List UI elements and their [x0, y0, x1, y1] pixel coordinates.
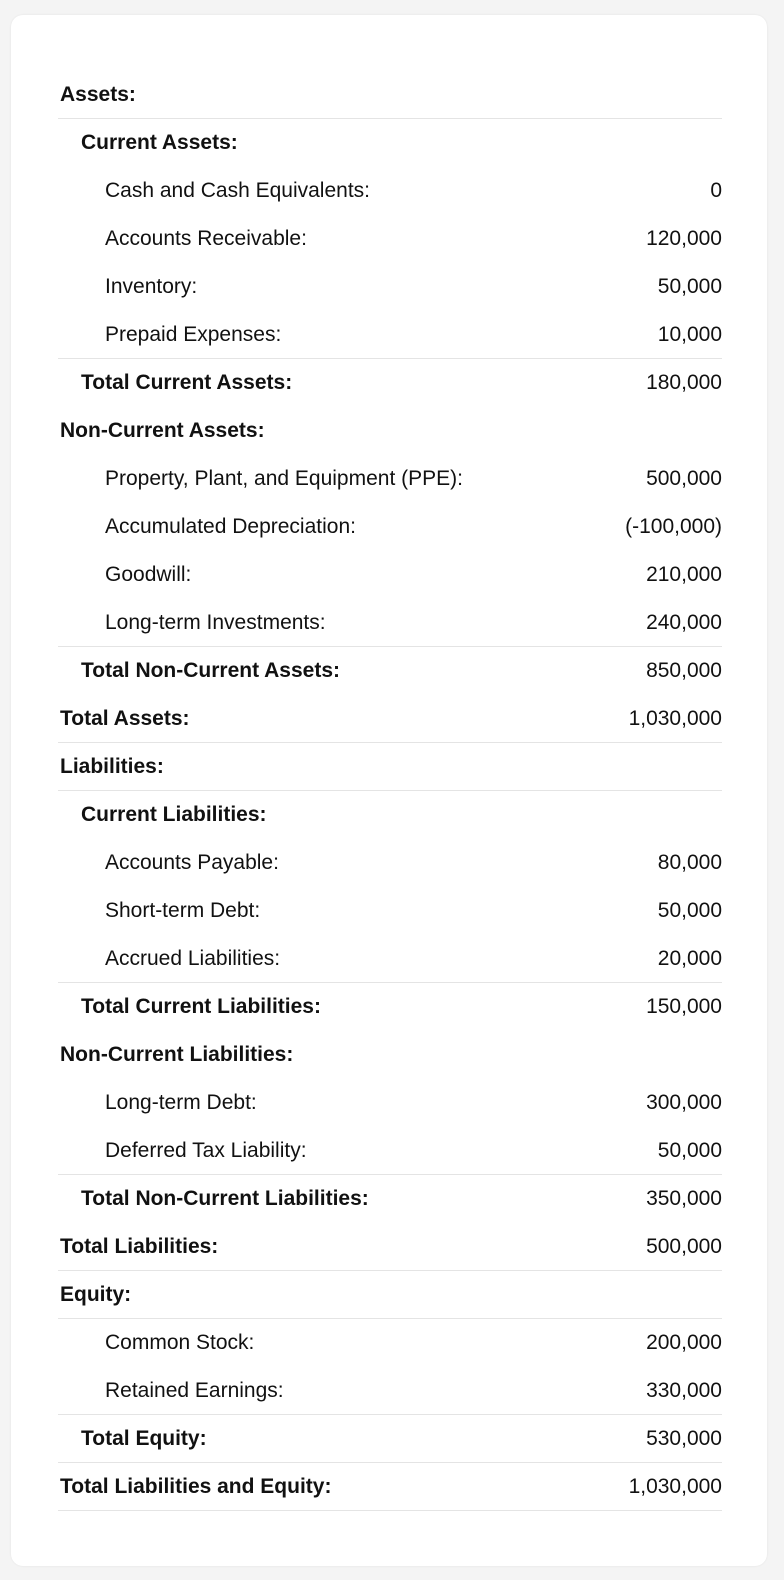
- goodwill-row: [58, 551, 722, 599]
- cash-label: Cash and Cash Equivalents:: [105, 179, 370, 202]
- equity-header-row: [58, 1271, 722, 1319]
- receivable-value: 120,000: [646, 227, 722, 250]
- total-current-assets-value: 180,000: [646, 371, 722, 394]
- balance-sheet-card: [11, 15, 767, 1566]
- investments-row: [58, 599, 722, 647]
- total-equity-value: 530,000: [646, 1426, 722, 1450]
- total-current-liabilities-value: 150,000: [646, 995, 722, 1018]
- noncurrent-liabilities-header: Non-Current Liabilities:: [60, 1043, 294, 1066]
- total-noncurrent-assets-value: 850,000: [646, 659, 722, 682]
- assets-header: Assets:: [60, 82, 136, 106]
- common-stock-label: Common Stock:: [105, 1331, 255, 1354]
- payable-value: 80,000: [657, 851, 722, 874]
- deferred-tax-value: 50,000: [657, 1138, 722, 1162]
- retained-value: 330,000: [646, 1378, 722, 1402]
- prepaid-label: Prepaid Expenses:: [105, 322, 282, 346]
- total-current-assets-label: Total Current Assets:: [81, 371, 293, 394]
- common-stock-row: [58, 1319, 722, 1367]
- prepaid-value: 10,000: [657, 322, 722, 346]
- total-noncurrent-liabilities-row: [58, 1175, 722, 1223]
- short-debt-value: 50,000: [657, 899, 722, 922]
- depreciation-value: (-100,000): [625, 515, 722, 538]
- cash-row: [58, 167, 722, 215]
- total-liabilities-equity-value: 1,030,000: [628, 1474, 722, 1498]
- noncurrent-assets-header-row: [58, 407, 722, 455]
- receivable-label: Accounts Receivable:: [105, 227, 307, 250]
- total-assets-label: Total Assets:: [60, 706, 190, 730]
- payable-label: Accounts Payable:: [105, 851, 279, 874]
- investments-value: 240,000: [646, 610, 722, 634]
- total-noncurrent-liabilities-value: 350,000: [646, 1187, 722, 1210]
- total-current-liabilities-row: [58, 983, 722, 1031]
- common-stock-value: 200,000: [646, 1331, 722, 1354]
- balance-sheet: [58, 71, 722, 1511]
- total-noncurrent-assets-label: Total Non-Current Assets:: [81, 659, 341, 682]
- depreciation-row: [58, 503, 722, 551]
- liabilities-header: Liabilities:: [60, 754, 164, 778]
- equity-header: Equity:: [60, 1282, 132, 1306]
- total-noncurrent-assets-row: [58, 647, 722, 695]
- total-noncurrent-liabilities-label: Total Non-Current Liabilities:: [81, 1187, 369, 1210]
- total-liabilities-equity-label: Total Liabilities and Equity:: [60, 1474, 332, 1498]
- total-assets-row: [58, 695, 722, 743]
- long-debt-row: [58, 1079, 722, 1127]
- assets-header-row: [58, 71, 722, 119]
- deferred-tax-label: Deferred Tax Liability:: [105, 1138, 307, 1162]
- ppe-row: [58, 455, 722, 503]
- ppe-value: 500,000: [646, 467, 722, 490]
- retained-label: Retained Earnings:: [105, 1378, 284, 1402]
- long-debt-label: Long-term Debt:: [105, 1091, 257, 1114]
- retained-row: [58, 1367, 722, 1415]
- total-liabilities-value: 500,000: [646, 1234, 722, 1258]
- ppe-label: Property, Plant, and Equipment (PPE):: [105, 467, 463, 490]
- goodwill-value: 210,000: [646, 563, 722, 586]
- accrued-row: [58, 935, 722, 983]
- total-equity-label: Total Equity:: [81, 1426, 207, 1450]
- short-debt-label: Short-term Debt:: [105, 899, 261, 922]
- current-assets-header: Current Assets:: [81, 131, 238, 154]
- receivable-row: [58, 215, 722, 263]
- inventory-row: [58, 263, 722, 311]
- total-assets-value: 1,030,000: [628, 706, 722, 730]
- accrued-label: Accrued Liabilities:: [105, 946, 281, 970]
- liabilities-header-row: [58, 743, 722, 791]
- cash-value: 0: [710, 179, 722, 202]
- noncurrent-liabilities-header-row: [58, 1031, 722, 1079]
- total-liabilities-equity-row: [58, 1463, 722, 1511]
- total-liabilities-row: [58, 1223, 722, 1271]
- prepaid-row: [58, 311, 722, 359]
- deferred-tax-row: [58, 1127, 722, 1175]
- inventory-value: 50,000: [657, 275, 722, 298]
- short-debt-row: [58, 887, 722, 935]
- investments-label: Long-term Investments:: [105, 610, 326, 634]
- current-liabilities-header: Current Liabilities:: [81, 803, 267, 826]
- accrued-value: 20,000: [657, 946, 722, 970]
- long-debt-value: 300,000: [646, 1091, 722, 1114]
- total-equity-row: [58, 1415, 722, 1463]
- depreciation-label: Accumulated Depreciation:: [105, 515, 356, 538]
- goodwill-label: Goodwill:: [105, 563, 192, 586]
- total-liabilities-label: Total Liabilities:: [60, 1234, 219, 1258]
- total-current-assets-row: [58, 359, 722, 407]
- inventory-label: Inventory:: [105, 275, 198, 298]
- current-assets-header-row: [58, 119, 722, 167]
- total-current-liabilities-label: Total Current Liabilities:: [81, 995, 321, 1018]
- payable-row: [58, 839, 722, 887]
- current-liabilities-header-row: [58, 791, 722, 839]
- noncurrent-assets-header: Non-Current Assets:: [60, 419, 265, 442]
